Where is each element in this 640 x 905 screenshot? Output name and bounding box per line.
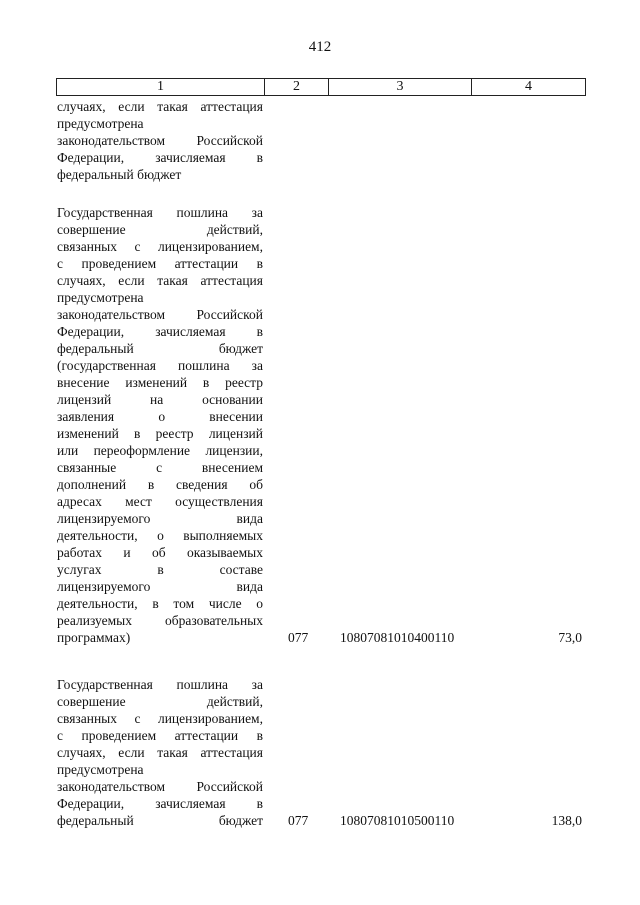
word: в <box>256 256 263 271</box>
word: действий, <box>206 222 263 237</box>
word: с <box>57 256 63 271</box>
word: связанные <box>57 460 117 475</box>
word: случаях, <box>57 273 106 288</box>
word: мест <box>125 494 152 509</box>
row-2-description <box>57 676 263 829</box>
word: аттестации <box>174 256 239 271</box>
text-line <box>57 493 263 510</box>
word: такая <box>157 273 188 288</box>
word: за <box>251 205 263 220</box>
text-line: предусмотрена <box>57 290 144 305</box>
text-line <box>57 476 263 493</box>
row-1-amount: 73,0 <box>558 630 582 645</box>
word: Российской <box>196 779 263 794</box>
word: лицензий <box>208 426 263 441</box>
word: федеральный <box>57 813 134 828</box>
column-header-2: 2 <box>265 79 329 95</box>
column-header-1: 1 <box>57 79 265 95</box>
text-line <box>57 221 263 238</box>
word: такая <box>157 745 188 760</box>
word: в <box>256 728 263 743</box>
word: случаях, <box>57 745 106 760</box>
word: бюджет <box>218 813 263 828</box>
word: лицензии, <box>205 443 263 458</box>
word: в <box>202 375 210 390</box>
word: с <box>156 460 163 475</box>
word: о <box>158 409 166 424</box>
word: изменений <box>125 375 188 390</box>
word: в <box>152 596 159 611</box>
word: деятельности, <box>57 528 138 543</box>
text-line <box>57 561 263 578</box>
word: совершение <box>57 222 126 237</box>
word: в <box>256 324 263 339</box>
continuation-description <box>57 98 263 183</box>
text-line <box>57 149 263 166</box>
word: если <box>118 745 145 760</box>
text-line <box>57 391 263 408</box>
text-line <box>57 612 263 629</box>
text-line <box>57 778 263 795</box>
word: с <box>57 728 63 743</box>
word: в <box>157 562 164 577</box>
word: пошлина <box>176 205 229 220</box>
text-line: предусмотрена <box>57 116 144 131</box>
word: с <box>134 239 141 254</box>
word: вида <box>236 511 263 526</box>
text-line <box>57 272 263 289</box>
word: составе <box>219 562 263 577</box>
text-line <box>57 459 263 476</box>
word: аттестация <box>200 99 263 114</box>
word: (государственная <box>57 358 156 373</box>
word: если <box>118 273 145 288</box>
word: изменений <box>57 426 119 441</box>
word: о <box>256 596 263 611</box>
text-line <box>57 425 263 442</box>
text-line <box>57 442 263 459</box>
word: аттестация <box>200 745 263 760</box>
row-1-description <box>57 204 263 646</box>
word: случаях, <box>57 99 106 114</box>
table-column-header <box>56 78 586 96</box>
text-line <box>57 676 263 693</box>
word: основании <box>202 392 263 407</box>
word: деятельности, <box>57 596 138 611</box>
word: Государственная <box>57 205 153 220</box>
word: бюджет <box>218 341 263 356</box>
word: на <box>150 392 164 407</box>
text-line <box>57 204 263 221</box>
text-line <box>57 374 263 391</box>
word: внесении <box>209 409 263 424</box>
text-line <box>57 812 263 829</box>
row-1-kbk: 10807081010400110 <box>340 630 455 645</box>
text-line <box>57 595 263 612</box>
word: лицензируемого <box>57 511 151 526</box>
row-2-kbk: 10807081010500110 <box>340 813 455 828</box>
word: внесением <box>201 460 263 475</box>
word: пошлина <box>176 677 229 692</box>
word: зачисляемая <box>155 150 226 165</box>
text-line <box>57 340 263 357</box>
word: такая <box>157 99 188 114</box>
row-2-code: 077 <box>288 813 309 828</box>
column-header-4: 4 <box>525 79 532 94</box>
word: об <box>151 545 166 560</box>
text-line: программах) <box>57 630 131 645</box>
text-line <box>57 795 263 812</box>
text-line <box>57 306 263 323</box>
word: осуществления <box>175 494 263 509</box>
word: о <box>157 528 164 543</box>
word: пошлина <box>178 358 230 373</box>
word: в <box>256 796 263 811</box>
text-line <box>57 727 263 744</box>
word: образовательных <box>164 613 263 628</box>
word: заявления <box>57 409 115 424</box>
text-line <box>57 710 263 727</box>
text-line <box>57 98 263 115</box>
text-line <box>57 527 263 544</box>
word: аттестации <box>174 728 239 743</box>
word: работах <box>57 545 102 560</box>
word: Государственная <box>57 677 153 692</box>
word: проведением <box>81 728 157 743</box>
word: лицензируемого <box>57 579 151 594</box>
word: в <box>147 477 155 492</box>
row-2-amount: 138,0 <box>551 813 582 828</box>
word: Российской <box>196 133 263 148</box>
word: проведением <box>81 256 157 271</box>
word: Российской <box>196 307 263 322</box>
word: лицензированием, <box>157 711 263 726</box>
word: аттестация <box>200 273 263 288</box>
word: внесение <box>57 375 110 390</box>
word: зачисляемая <box>155 324 226 339</box>
word: оказываемых <box>186 545 263 560</box>
word: законодательством <box>57 307 166 322</box>
text-line <box>57 255 263 272</box>
word: связанных <box>57 711 117 726</box>
text-line <box>57 510 263 527</box>
word: услугах <box>57 562 102 577</box>
word: дополнений <box>57 477 127 492</box>
word: реализуемых <box>57 613 132 628</box>
word: лицензий <box>57 392 112 407</box>
word: переоформление <box>93 443 191 458</box>
row-1-code: 077 <box>288 630 309 645</box>
word: в <box>256 150 263 165</box>
text-line <box>57 578 263 595</box>
page-number: 412 <box>308 39 332 55</box>
word: об <box>249 477 263 492</box>
text-line <box>57 132 263 149</box>
word: реестр <box>225 375 263 390</box>
text-line <box>57 693 263 710</box>
word: том <box>173 596 195 611</box>
word: законодательством <box>57 779 166 794</box>
word: лицензированием, <box>157 239 263 254</box>
word: выполняемых <box>183 528 263 543</box>
word: законодательством <box>57 133 166 148</box>
word: числе <box>208 596 242 611</box>
text-line <box>57 238 263 255</box>
word: вида <box>236 579 263 594</box>
word: Федерации, <box>57 150 125 165</box>
word: за <box>251 358 263 373</box>
word: и <box>123 545 131 560</box>
text-line <box>57 323 263 340</box>
word: или <box>57 443 79 458</box>
word: зачисляемая <box>155 796 226 811</box>
word: действий, <box>206 694 263 709</box>
word: Федерации, <box>57 796 125 811</box>
word: за <box>251 677 263 692</box>
word: совершение <box>57 694 126 709</box>
word: с <box>134 711 141 726</box>
text-line: предусмотрена <box>57 762 144 777</box>
word: связанных <box>57 239 117 254</box>
word: Федерации, <box>57 324 125 339</box>
word: федеральный <box>57 341 134 356</box>
text-line: федеральный бюджет <box>57 167 182 182</box>
text-line <box>57 744 263 761</box>
word: сведения <box>175 477 228 492</box>
text-line <box>57 544 263 561</box>
word: если <box>118 99 145 114</box>
text-line <box>57 357 263 374</box>
word: реестр <box>155 426 194 441</box>
word: адресах <box>57 494 102 509</box>
word: в <box>134 426 141 441</box>
text-line <box>57 408 263 425</box>
column-header-3: 3 <box>329 79 472 95</box>
